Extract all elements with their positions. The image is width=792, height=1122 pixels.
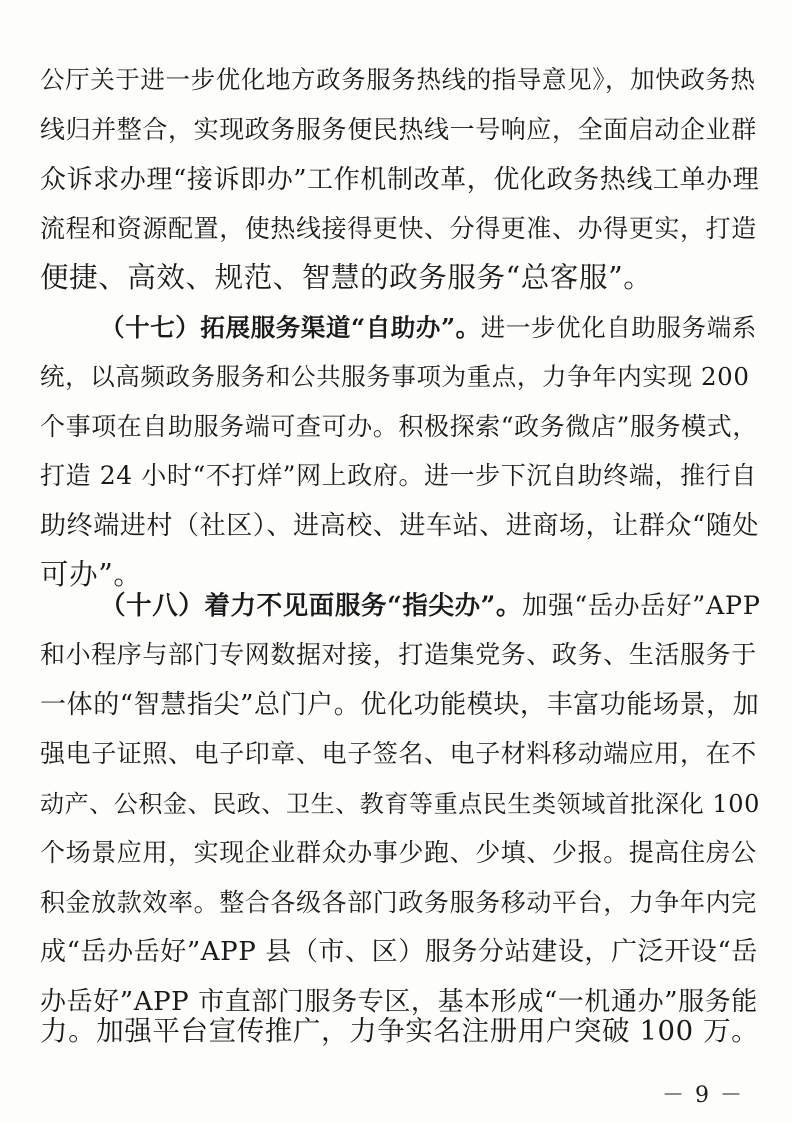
paragraph-line: 统，以高频政务服务和公共服务事项为重点，力争年内实现 200 xyxy=(40,362,750,391)
paragraph-line: 公厅关于进一步优化地方政务服务热线的指导意见》，加快政务热 xyxy=(40,65,756,94)
paragraph-line: 线归并整合，实现政务服务便民热线一号响应，全面启动企业群 xyxy=(40,115,757,144)
page-number: － 9 － xyxy=(662,1083,744,1108)
section-18-first-line xyxy=(100,587,760,625)
paragraph-line: 可办”。 xyxy=(40,558,143,591)
section-17-heading: （十七）拓展服务渠道“自助办”。 xyxy=(100,313,481,342)
section-17-first-line xyxy=(100,309,760,347)
section-18-text: 加强“岳办岳好”APP xyxy=(522,591,761,621)
paragraph-line: 积金放款效率。整合各级各部门政务服务移动平台，力争年内完 xyxy=(40,888,757,917)
paragraph-line: 打造 24 小时“不打烊”网上政府。进一步下沉自助终端，推行自 xyxy=(40,461,757,490)
paragraph-line: 动产、公积金、民政、卫生、教育等重点民生类领域首批深化 100 xyxy=(40,790,761,818)
paragraph-line: 一体的“智慧指尖”总门户。优化功能模块，丰富功能场景，加 xyxy=(40,690,760,720)
paragraph-line: 众诉求办理“接诉即办”工作机制改革，优化政务热线工单办理 xyxy=(40,165,760,195)
paragraph-line: 个场景应用，实现企业群众办事少跑、少填、少报。提高住房公 xyxy=(40,838,757,867)
paragraph-line: 力。加强平台宣传推广，力争实名注册用户突破 100 万。 xyxy=(40,1015,760,1047)
paragraph-line: 便捷、高效、规范、智慧的政务服务“总客服”。 xyxy=(40,261,653,294)
section-18-heading: （十八）着力不见面服务“指尖办”。 xyxy=(100,591,523,621)
paragraph-line: 个事项在自助服务端可查可办。积极探索“政务微店”服务模式， xyxy=(40,412,758,441)
section-17-text: 进一步优化自助服务端系 xyxy=(480,313,757,342)
paragraph-line: 助终端进村（社区）、进高校、进车站、进商场，让群众“随处 xyxy=(40,511,760,541)
paragraph-line: 办岳好”APP 市直部门服务专区，基本形成“一机通办”服务能 xyxy=(40,987,758,1017)
paragraph-line: 成“岳办岳好”APP 县（市、区）服务分站建设，广泛开设“岳 xyxy=(40,937,758,967)
paragraph-line: 流程和资源配置，使热线接得更快、分得更准、办得更实，打造 xyxy=(40,214,757,243)
paragraph-line: 和小程序与部门专网数据对接，打造集党务、政务、生活服务于 xyxy=(40,640,757,669)
paragraph-line: 强电子证照、电子印章、电子签名、电子材料移动端应用，在不 xyxy=(40,739,757,768)
